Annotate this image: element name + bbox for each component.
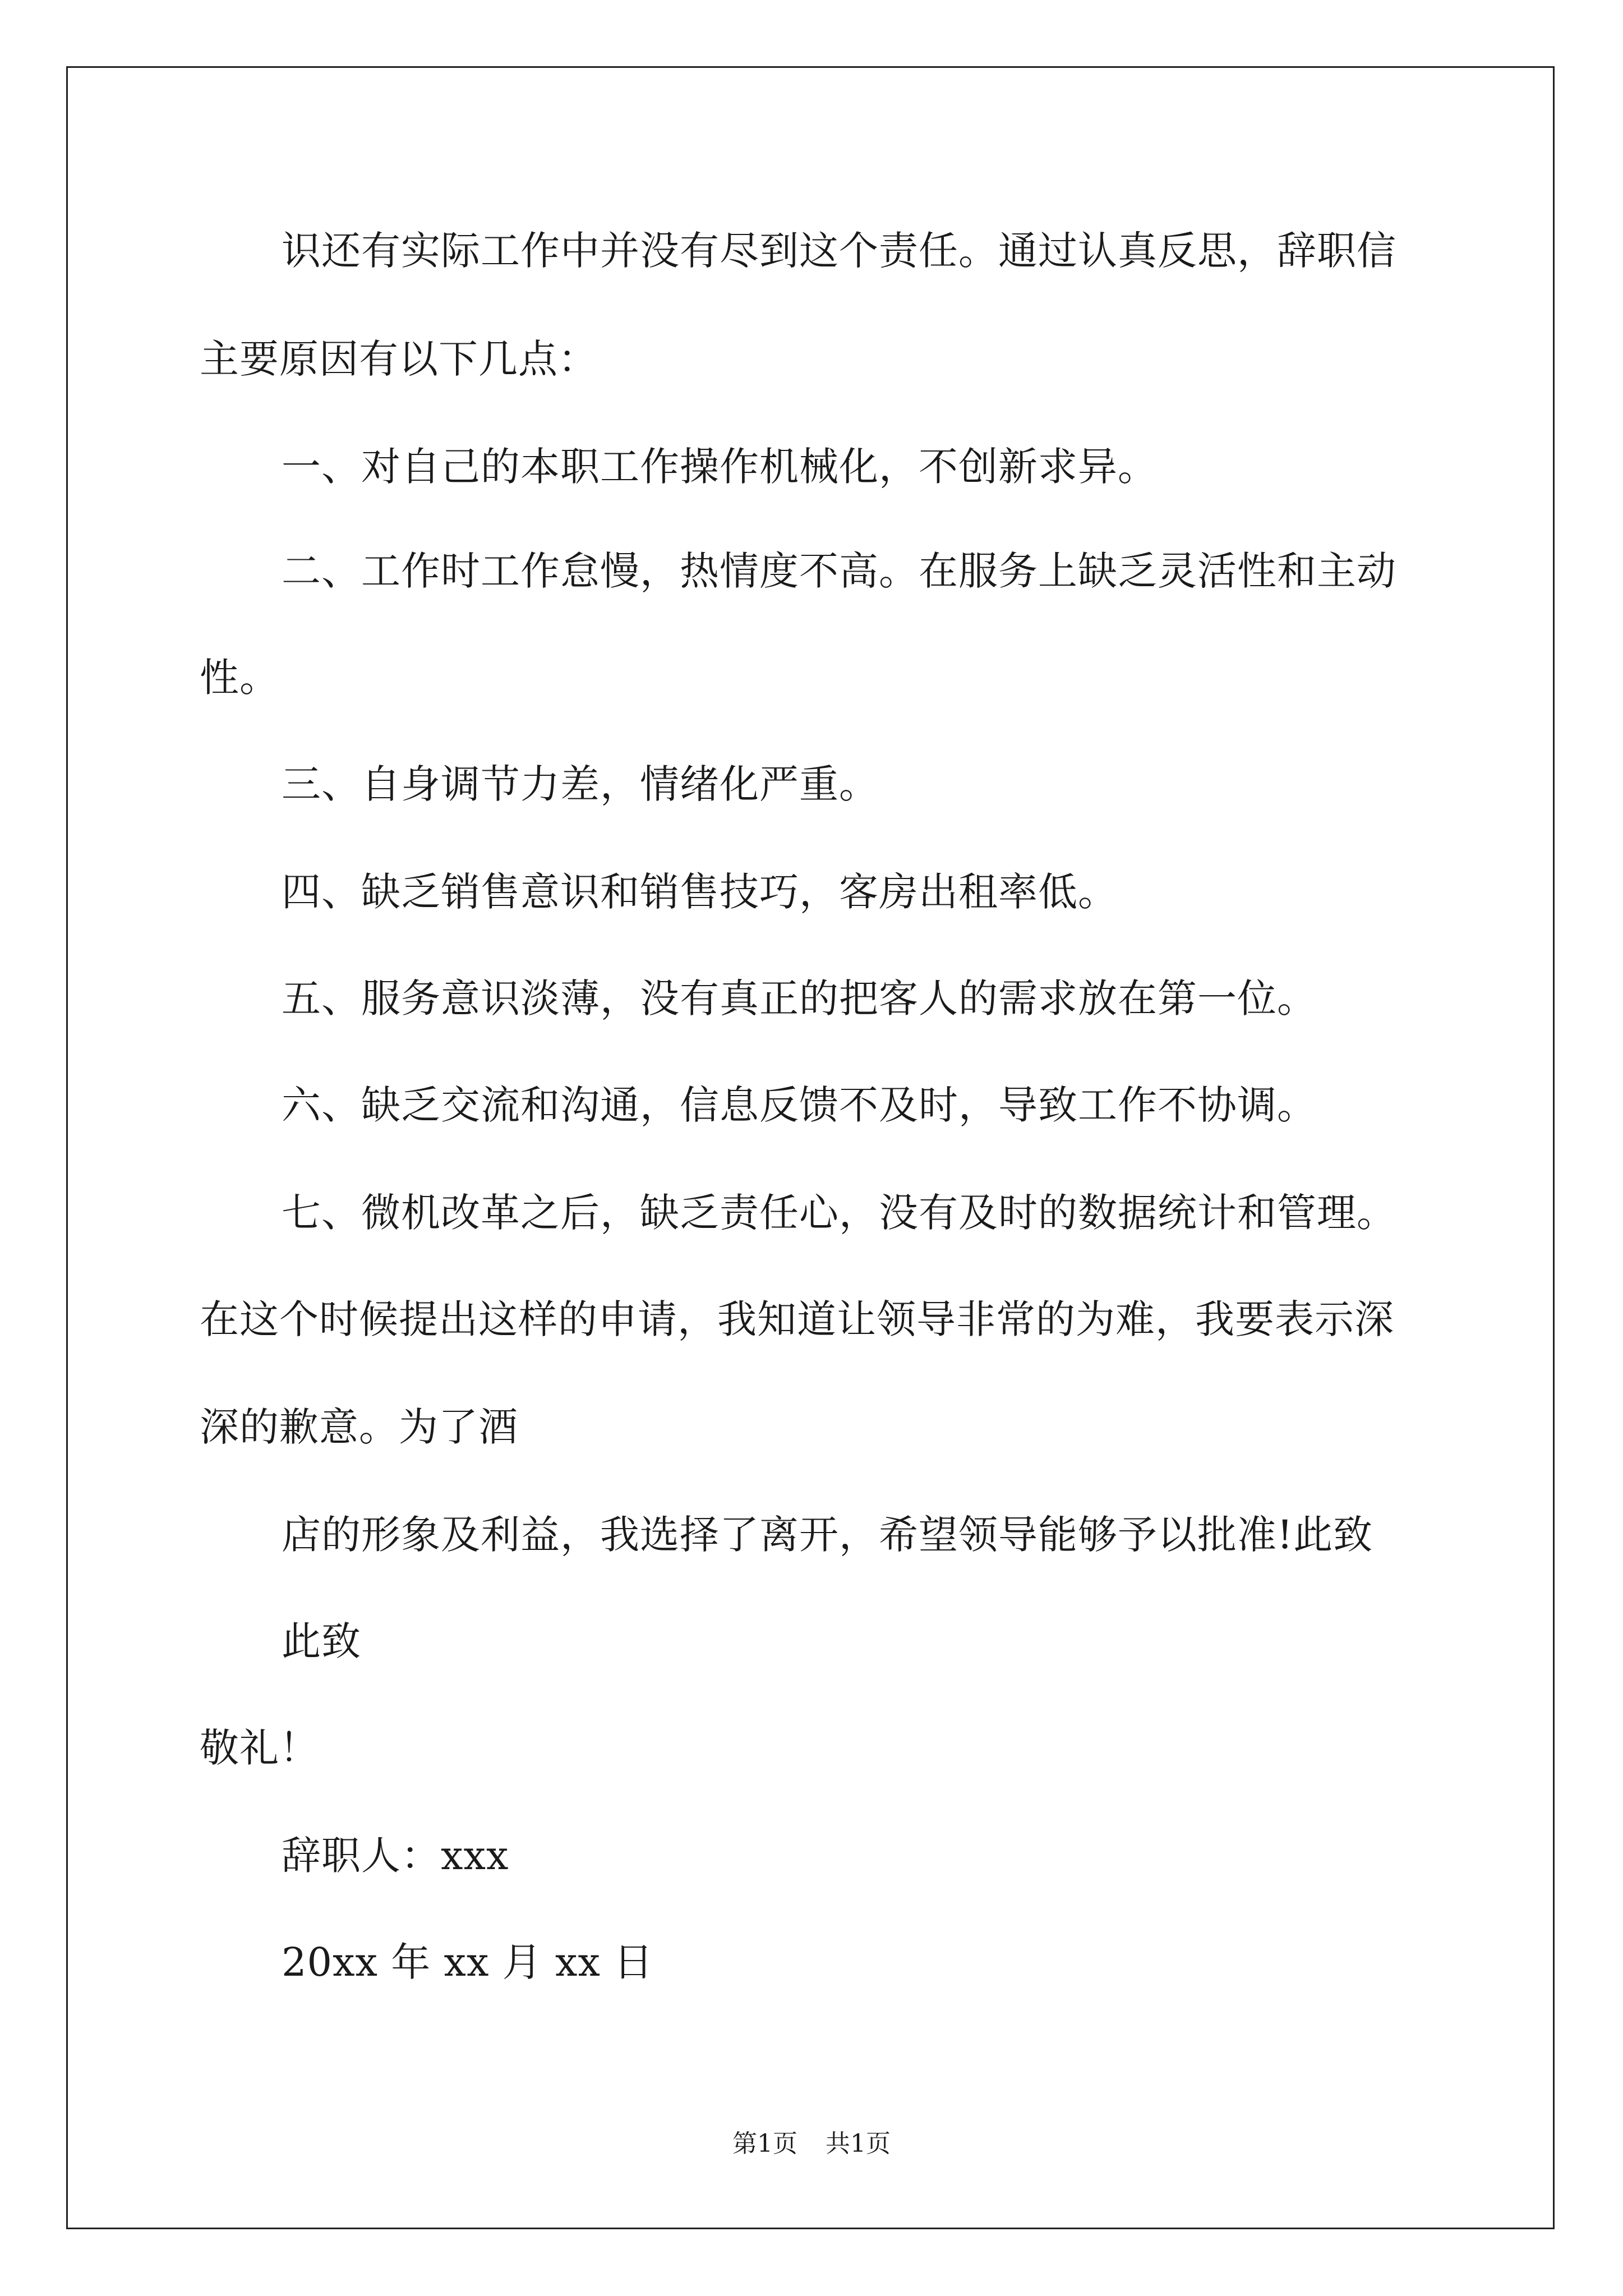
paragraph-line: 敬礼！: [200, 1725, 319, 1771]
paragraph-line: 七、微机改革之后，缺乏责任心，没有及时的数据统计和管理。: [282, 1190, 1396, 1236]
paragraph-line: 深的歉意。为了酒: [200, 1404, 518, 1450]
date-line: 20xx 年 xx 月 xx 日: [282, 1939, 654, 1985]
paragraph-line: 五、服务意识淡薄，没有真正的把客人的需求放在第一位。: [282, 976, 1317, 1022]
paragraph-line: 六、缺乏交流和沟通，信息反馈不及时，导致工作不协调。: [282, 1082, 1317, 1128]
page-border: [66, 66, 1555, 2229]
page-number-total: 共1页: [826, 2129, 891, 2158]
paragraph-line: 在这个时候提出这样的申请，我知道让领导非常的为难，我要表示深: [200, 1296, 1394, 1342]
signature-line: 辞职人：xxx: [282, 1833, 509, 1879]
page-footer: [0, 2127, 1623, 2161]
paragraph-line: 二、工作时工作怠慢，热情度不高。在服务上缺乏灵活性和主动: [282, 548, 1396, 594]
paragraph-line: 四、缺乏销售意识和销售技巧，客房出租率低。: [282, 869, 1118, 915]
page-number-current: 第1页: [732, 2129, 797, 2158]
paragraph-line: 店的形象及利益，我选择了离开，希望领导能够予以批准!此致: [282, 1512, 1373, 1558]
paragraph-line: 一、对自己的本职工作操作机械化，不创新求异。: [282, 444, 1158, 490]
paragraph-line: 此致: [282, 1618, 361, 1664]
paragraph-line: 识还有实际工作中并没有尽到这个责任。通过认真反思，辞职信: [282, 228, 1396, 274]
paragraph-line: 性。: [200, 655, 279, 701]
paragraph-line: 主要原因有以下几点：: [200, 336, 598, 382]
paragraph-line: 三、自身调节力差，情绪化严重。: [282, 761, 879, 807]
